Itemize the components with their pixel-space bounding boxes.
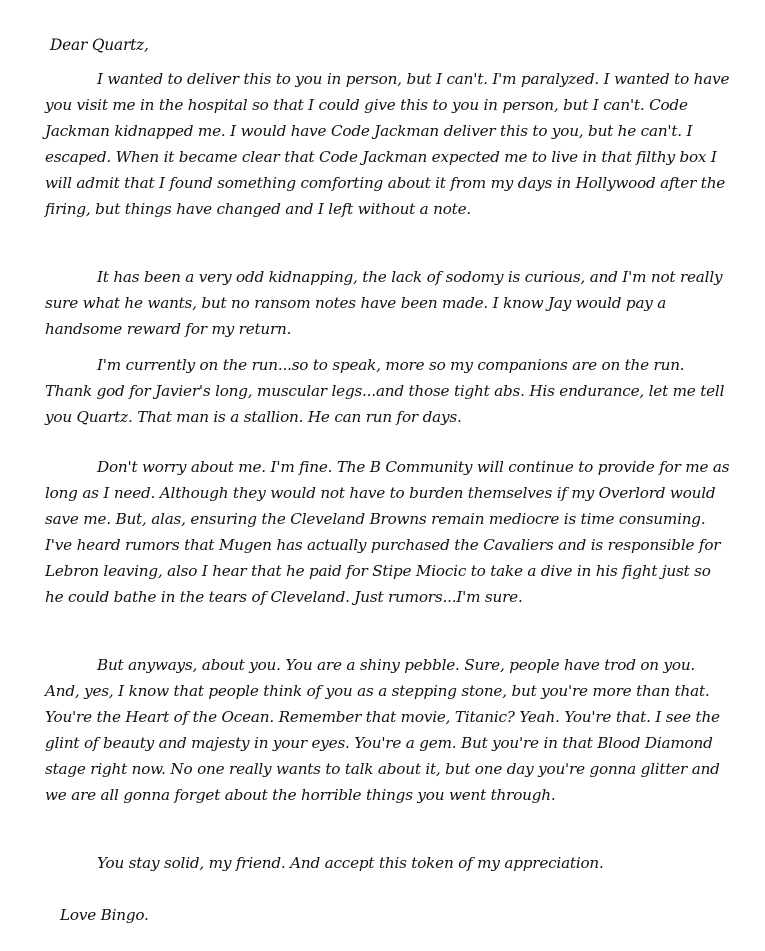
letter-paragraph-6: You stay solid, my friend. And accept this token of my appreciation. xyxy=(97,854,604,872)
letter-paragraph-3: I'm currently on the run...so to speak, more so my companions are on the run. Thank god for Javier's long, muscular legs...and those tight abs. His endurance, let me tell you Quartz. That man is a stallion. He can run for days. xyxy=(45,356,725,426)
letter-paragraph-4: Don't worry about me. I'm fine. The B Community will continue to provide for me as long as I need. Although they would not have to burden themselves if my Overlord would save me. But, alas, ensuring the Cleveland Browns remain mediocre is time consuming. I've heard rumors that Mugen has actually purchased the Cavaliers and is responsible for Lebron leaving, also I hear that he paid for Stipe Miocic to take a dive in his fight just so he could bathe in the tears of Cleveland. Just rumors...I'm sure. xyxy=(45,458,730,606)
letter-salutation: Dear Quartz, xyxy=(50,36,149,54)
letter-paragraph-1: I wanted to deliver this to you in person, but I can't. I'm paralyzed. I wanted to have you visit me in the hospital so that I could give this to you in person, but I can't. Code Jackman kidnapped me. I would have Code Jackman deliver this to you, but he can't. I escaped. When it became clear that Code Jackman expected me to live in that filthy box I will admit that I found something comforting about it from my days in Hollywood after the firing, but things have changed and I left without a note. xyxy=(45,70,730,218)
letter-closing: Love Bingo. xyxy=(60,906,149,924)
letter-paragraph-5: But anyways, about you. You are a shiny pebble. Sure, people have trod on you. And, yes, I know that people think of you as a stepping stone, but you're more than that. You're the Heart of the Ocean. Remember that movie, Titanic? Yeah. You're that. I see the glint of beauty and majesty in your eyes. You're a gem. But you're in that Blood Diamond stage right now. No one really wants to talk about it, but one day you're gonna glitter and we are all gonna forget about the horrible things you went through. xyxy=(45,656,720,804)
letter-paragraph-2: It has been a very odd kidnapping, the lack of sodomy is curious, and I'm not really sure what he wants, but no ransom notes have been made. I know Jay would pay a handsome reward for my return. xyxy=(45,268,723,338)
